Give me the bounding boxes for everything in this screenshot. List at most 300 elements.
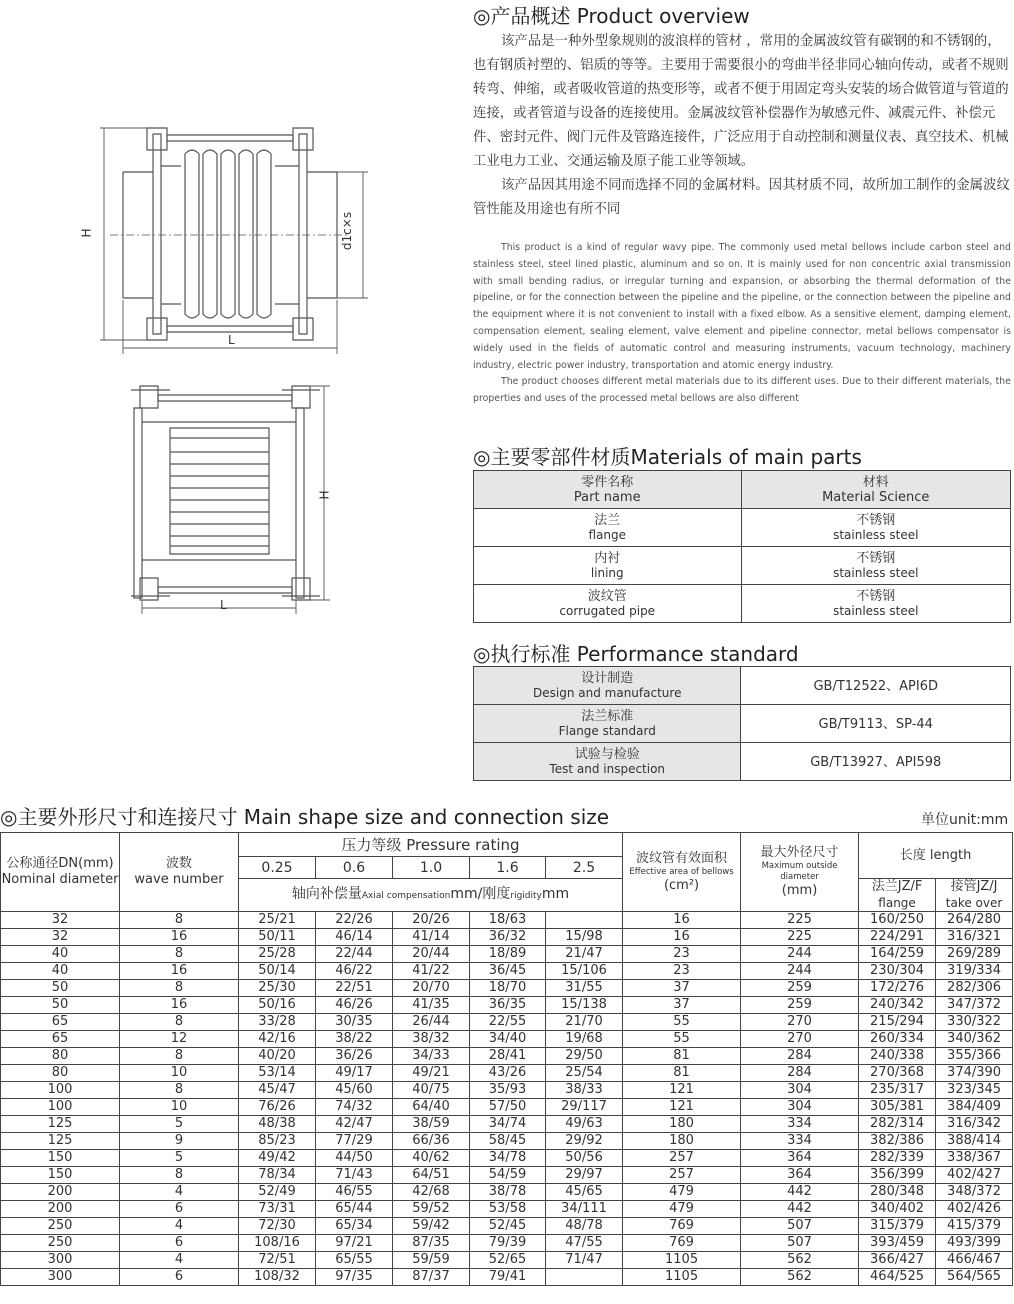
table-row bbox=[1, 1235, 1013, 1252]
materials-header-material: 材料 Material Science bbox=[741, 471, 1010, 509]
table-row bbox=[1, 963, 1013, 980]
table-cell: 38/59 bbox=[393, 1116, 470, 1133]
table-cell: 562 bbox=[741, 1252, 859, 1269]
table-cell: 22/44 bbox=[316, 946, 393, 963]
table-cell: 334 bbox=[741, 1133, 859, 1150]
table-cell: 6 bbox=[120, 1269, 239, 1286]
table-cell: 6 bbox=[120, 1201, 239, 1218]
table-cell: 66/36 bbox=[393, 1133, 470, 1150]
drawing1-d-label: d1c×s bbox=[340, 211, 355, 251]
table-cell: 43/26 bbox=[470, 1065, 546, 1082]
table-cell: 34/40 bbox=[470, 1031, 546, 1048]
table-cell: 100 bbox=[1, 1082, 120, 1099]
table-cell: 65/44 bbox=[316, 1201, 393, 1218]
table-row bbox=[1, 929, 1013, 946]
table-cell: 22/55 bbox=[470, 1014, 546, 1031]
overview-title: ◎产品概述 Product overview bbox=[473, 4, 750, 28]
drawing2-l-label: L bbox=[220, 598, 227, 612]
table-cell: 479 bbox=[623, 1201, 741, 1218]
standards-title: ◎执行标准 Performance standard bbox=[473, 642, 799, 666]
table-cell: 49/21 bbox=[393, 1065, 470, 1082]
materials-table bbox=[473, 470, 1011, 623]
table-cell: 80 bbox=[1, 1048, 120, 1065]
table-cell: 260/334 bbox=[859, 1031, 936, 1048]
table-cell: 41/14 bbox=[393, 929, 470, 946]
table-cell: 40 bbox=[1, 963, 120, 980]
table-row bbox=[1, 1167, 1013, 1184]
table-cell: 125 bbox=[1, 1133, 120, 1150]
table-cell: 479 bbox=[623, 1184, 741, 1201]
table-row bbox=[1, 1201, 1013, 1218]
table-cell: 16 bbox=[120, 997, 239, 1014]
table-row: 内衬 lining 不锈钢 stainless steel bbox=[474, 547, 1011, 585]
table-cell: 77/29 bbox=[316, 1133, 393, 1150]
table-cell: 334 bbox=[741, 1116, 859, 1133]
table-cell: 282/306 bbox=[936, 980, 1013, 997]
table-cell: 45/65 bbox=[546, 1184, 623, 1201]
table-cell: 29/50 bbox=[546, 1048, 623, 1065]
table-cell: 36/26 bbox=[316, 1048, 393, 1065]
table-cell: 65 bbox=[1, 1031, 120, 1048]
table-cell: 493/399 bbox=[936, 1235, 1013, 1252]
table-cell: 172/276 bbox=[859, 980, 936, 997]
materials-header-part: 零件名称 Part name bbox=[474, 471, 742, 509]
table-cell: 85/23 bbox=[239, 1133, 316, 1150]
table-cell: 305/381 bbox=[859, 1099, 936, 1116]
table-cell: 562 bbox=[741, 1269, 859, 1286]
pressure-value: 1.0 bbox=[393, 857, 470, 879]
table-cell: 49/63 bbox=[546, 1116, 623, 1133]
table-cell: 12 bbox=[120, 1031, 239, 1048]
table-cell: 16 bbox=[120, 963, 239, 980]
table-cell: 323/345 bbox=[936, 1082, 1013, 1099]
table-cell: 388/414 bbox=[936, 1133, 1013, 1150]
table-cell: 8 bbox=[120, 946, 239, 963]
table-row bbox=[1, 912, 1013, 929]
table-cell: 64/40 bbox=[393, 1099, 470, 1116]
table-cell: 42/68 bbox=[393, 1184, 470, 1201]
overview-cn-paragraph: 该产品是一种外型象规则的波浪样的管材 ，常用的金属波纹管有碳钢的和不锈钢的，也有钢质衬塑的、铝质的等等。主要用于需要很小的弯曲半径非同心轴向传动，或者不规则转弯、伸缩，或者吸收管道的热变形等，或者不便于用固定弯头安装的场合做管道与管道的连接，或者管道与设备的连接使用。金属波纹管补偿器作为敏感元件、减震元件、补偿元件、密封元件、阀门元件及管路连接件，广泛应用于自动控制和测量仪表、真空技术、机械工业电力工业、交通运输及原子能工业等领域。 bbox=[473, 34, 1009, 169]
table-cell: 9 bbox=[120, 1133, 239, 1150]
table-cell: 55 bbox=[623, 1014, 741, 1031]
table-cell: 364 bbox=[741, 1150, 859, 1167]
table-cell: 29/92 bbox=[546, 1133, 623, 1150]
table-row bbox=[1, 1252, 1013, 1269]
table-cell: 15/106 bbox=[546, 963, 623, 980]
overview-cn-text bbox=[473, 30, 1011, 222]
table-cell: 34/111 bbox=[546, 1201, 623, 1218]
table-cell: 35/93 bbox=[470, 1082, 546, 1099]
table-cell: 382/386 bbox=[859, 1133, 936, 1150]
table-cell bbox=[546, 912, 623, 929]
compensation-header: 轴向补偿量Axial compensationmm/刚度rigiditymm bbox=[239, 879, 623, 912]
table-cell: 32 bbox=[1, 929, 120, 946]
table-cell: 108/32 bbox=[239, 1269, 316, 1286]
table-cell: 5 bbox=[120, 1150, 239, 1167]
table-cell: 48/78 bbox=[546, 1218, 623, 1235]
table-row: 试验与检验 Test and inspection GB/T13927、API598 bbox=[474, 743, 1011, 781]
table-row: 法兰标准 Flange standard GB/T9113、SP-44 bbox=[474, 705, 1011, 743]
table-cell: 507 bbox=[741, 1218, 859, 1235]
table-cell: 466/467 bbox=[936, 1252, 1013, 1269]
table-cell: 38/32 bbox=[393, 1031, 470, 1048]
size-table bbox=[0, 832, 1013, 1286]
table-cell: 150 bbox=[1, 1150, 120, 1167]
table-cell: 269/289 bbox=[936, 946, 1013, 963]
table-cell: 73/31 bbox=[239, 1201, 316, 1218]
table-cell: 340/362 bbox=[936, 1031, 1013, 1048]
table-cell: 50/14 bbox=[239, 963, 316, 980]
table-cell: 31/55 bbox=[546, 980, 623, 997]
table-cell: 338/367 bbox=[936, 1150, 1013, 1167]
table-cell: 28/41 bbox=[470, 1048, 546, 1065]
table-cell: 38/33 bbox=[546, 1082, 623, 1099]
table-cell: 46/14 bbox=[316, 929, 393, 946]
table-cell: 769 bbox=[623, 1218, 741, 1235]
table-cell: 59/42 bbox=[393, 1218, 470, 1235]
pressure-value: 0.25 bbox=[239, 857, 316, 879]
table-row bbox=[1, 1116, 1013, 1133]
table-cell: 225 bbox=[741, 929, 859, 946]
table-cell: 38/78 bbox=[470, 1184, 546, 1201]
table-cell: 442 bbox=[741, 1184, 859, 1201]
table-cell: 59/59 bbox=[393, 1252, 470, 1269]
table-cell: 4 bbox=[120, 1184, 239, 1201]
table-cell: 121 bbox=[623, 1099, 741, 1116]
max-diameter-header: 最大外径尺寸 Maximum outside diameter (mm) bbox=[741, 833, 859, 912]
table-cell: 8 bbox=[120, 912, 239, 929]
table-cell: 200 bbox=[1, 1201, 120, 1218]
table-cell: 52/45 bbox=[470, 1218, 546, 1235]
table-cell: 65/34 bbox=[316, 1218, 393, 1235]
area-header: 波纹管有效面积 Effective area of bellows (cm²) bbox=[623, 833, 741, 912]
table-cell: 355/366 bbox=[936, 1048, 1013, 1065]
table-cell: 4 bbox=[120, 1252, 239, 1269]
table-cell: 230/304 bbox=[859, 963, 936, 980]
table-cell: 348/372 bbox=[936, 1184, 1013, 1201]
table-cell: 81 bbox=[623, 1065, 741, 1082]
table-row bbox=[1, 1082, 1013, 1099]
table-cell: 356/399 bbox=[859, 1167, 936, 1184]
table-cell: 71/43 bbox=[316, 1167, 393, 1184]
table-cell: 21/47 bbox=[546, 946, 623, 963]
table-cell: 47/55 bbox=[546, 1235, 623, 1252]
table-cell: 300 bbox=[1, 1252, 120, 1269]
table-row bbox=[1, 1218, 1013, 1235]
materials-title: ◎主要零部件材质Materials of main parts bbox=[473, 445, 862, 469]
table-cell: 20/26 bbox=[393, 912, 470, 929]
table-cell: 23 bbox=[623, 946, 741, 963]
table-cell: 33/28 bbox=[239, 1014, 316, 1031]
table-cell: 16 bbox=[623, 929, 741, 946]
table-cell: 20/44 bbox=[393, 946, 470, 963]
table-cell: 26/44 bbox=[393, 1014, 470, 1031]
table-cell: 37 bbox=[623, 997, 741, 1014]
table-cell: 200 bbox=[1, 1184, 120, 1201]
size-table-title: ◎主要外形尺寸和连接尺寸 Main shape size and connection size bbox=[0, 805, 610, 829]
table-cell: 54/59 bbox=[470, 1167, 546, 1184]
table-cell: 21/70 bbox=[546, 1014, 623, 1031]
table-cell: 52/65 bbox=[470, 1252, 546, 1269]
table-cell: 23 bbox=[623, 963, 741, 980]
table-cell: 240/342 bbox=[859, 997, 936, 1014]
table-cell bbox=[546, 1269, 623, 1286]
table-cell: 240/338 bbox=[859, 1048, 936, 1065]
table-cell: 300 bbox=[1, 1269, 120, 1286]
table-cell: 25/21 bbox=[239, 912, 316, 929]
table-cell: 316/321 bbox=[936, 929, 1013, 946]
table-cell: 42/16 bbox=[239, 1031, 316, 1048]
table-cell: 507 bbox=[741, 1235, 859, 1252]
table-cell: 29/117 bbox=[546, 1099, 623, 1116]
table-cell: 366/427 bbox=[859, 1252, 936, 1269]
table-cell: 30/35 bbox=[316, 1014, 393, 1031]
table-cell: 72/51 bbox=[239, 1252, 316, 1269]
table-cell: 244 bbox=[741, 946, 859, 963]
unit-label: 单位unit:mm bbox=[921, 812, 1009, 828]
table-row bbox=[1, 1269, 1013, 1286]
table-cell: 215/294 bbox=[859, 1014, 936, 1031]
table-cell: 65 bbox=[1, 1014, 120, 1031]
table-cell: 74/32 bbox=[316, 1099, 393, 1116]
table-cell: 25/54 bbox=[546, 1065, 623, 1082]
table-cell: 50 bbox=[1, 980, 120, 997]
table-cell: 34/78 bbox=[470, 1150, 546, 1167]
table-cell: 235/317 bbox=[859, 1082, 936, 1099]
table-cell: 10 bbox=[120, 1065, 239, 1082]
table-cell: 121 bbox=[623, 1082, 741, 1099]
table-cell: 18/63 bbox=[470, 912, 546, 929]
table-cell: 384/409 bbox=[936, 1099, 1013, 1116]
table-cell: 282/314 bbox=[859, 1116, 936, 1133]
table-cell: 50/56 bbox=[546, 1150, 623, 1167]
table-cell: 259 bbox=[741, 980, 859, 997]
length-header: 长度 length bbox=[859, 833, 1013, 879]
table-row bbox=[1, 946, 1013, 963]
table-cell: 52/49 bbox=[239, 1184, 316, 1201]
table-row bbox=[1, 1099, 1013, 1116]
table-cell: 15/138 bbox=[546, 997, 623, 1014]
table-row: 法兰 flange 不锈钢 stainless steel bbox=[474, 509, 1011, 547]
table-cell: 48/38 bbox=[239, 1116, 316, 1133]
flange-header: 法兰JZ/F flange bbox=[859, 879, 936, 912]
table-cell: 442 bbox=[741, 1201, 859, 1218]
table-cell: 16 bbox=[120, 929, 239, 946]
table-cell: 46/22 bbox=[316, 963, 393, 980]
table-cell: 270 bbox=[741, 1031, 859, 1048]
table-cell: 46/55 bbox=[316, 1184, 393, 1201]
table-cell: 57/50 bbox=[470, 1099, 546, 1116]
table-cell: 18/89 bbox=[470, 946, 546, 963]
table-row bbox=[1, 1150, 1013, 1167]
table-cell: 464/525 bbox=[859, 1269, 936, 1286]
table-cell: 10 bbox=[120, 1099, 239, 1116]
table-cell: 16 bbox=[623, 912, 741, 929]
pressure-header: 压力等级 Pressure rating bbox=[239, 833, 623, 857]
table-cell: 49/17 bbox=[316, 1065, 393, 1082]
dn-header: 公称通径DN(mm) Nominal diameter bbox=[1, 833, 120, 912]
table-row bbox=[1, 1048, 1013, 1065]
table-cell: 284 bbox=[741, 1065, 859, 1082]
table-cell: 41/35 bbox=[393, 997, 470, 1014]
table-row bbox=[1, 980, 1013, 997]
table-cell: 257 bbox=[623, 1150, 741, 1167]
table-cell: 72/30 bbox=[239, 1218, 316, 1235]
table-cell: 34/33 bbox=[393, 1048, 470, 1065]
table-cell: 58/45 bbox=[470, 1133, 546, 1150]
table-cell: 36/45 bbox=[470, 963, 546, 980]
table-cell: 769 bbox=[623, 1235, 741, 1252]
drawing1-l-label: L bbox=[228, 333, 235, 347]
table-cell: 1105 bbox=[623, 1269, 741, 1286]
table-cell: 65/55 bbox=[316, 1252, 393, 1269]
table-cell: 87/35 bbox=[393, 1235, 470, 1252]
table-cell: 42/47 bbox=[316, 1116, 393, 1133]
table-cell: 50 bbox=[1, 997, 120, 1014]
table-cell: 36/32 bbox=[470, 929, 546, 946]
table-cell: 80 bbox=[1, 1065, 120, 1082]
table-cell: 22/51 bbox=[316, 980, 393, 997]
table-cell: 87/37 bbox=[393, 1269, 470, 1286]
table-cell: 76/26 bbox=[239, 1099, 316, 1116]
drawing1-h-label: H bbox=[79, 228, 94, 238]
table-cell: 37 bbox=[623, 980, 741, 997]
table-cell: 1105 bbox=[623, 1252, 741, 1269]
table-row: 波纹管 corrugated pipe 不锈钢 stainless steel bbox=[474, 585, 1011, 623]
table-cell: 374/390 bbox=[936, 1065, 1013, 1082]
drawing2-h-label: H bbox=[317, 490, 332, 500]
table-cell: 55 bbox=[623, 1031, 741, 1048]
table-cell: 340/402 bbox=[859, 1201, 936, 1218]
overview-en-paragraph: This product is a kind of regular wavy pipe. The commonly used metal bellows include carbon steel and stainless steel, steel lined plastic, aluminum and so on. It is mainly used for non concentric axial transmission with small bending radius, or irregular turning and expansion, or absorbing the thermal deformation of the pipeline, or for the connection between the pipeline and the pipeline, or the connection between the pipeline and the equipment where it is not convenient to install with a fixed elbow. As a sensitive element, damping element, compensation element, sealing element, valve element and pipeline connector, metal bellows compensator is widely used in the fields of automatic control and measuring instruments, vacuum technology, machinery industry, electric power industry, transportation and atomic energy industry. bbox=[473, 242, 1011, 371]
bellows-drawing-upper bbox=[80, 118, 380, 358]
table-cell: 71/47 bbox=[546, 1252, 623, 1269]
table-cell: 8 bbox=[120, 1014, 239, 1031]
table-row bbox=[1, 1065, 1013, 1082]
table-cell: 44/50 bbox=[316, 1150, 393, 1167]
table-cell: 180 bbox=[623, 1116, 741, 1133]
wave-header: 波数 wave number bbox=[120, 833, 239, 912]
table-cell: 38/22 bbox=[316, 1031, 393, 1048]
table-cell: 316/342 bbox=[936, 1116, 1013, 1133]
table-cell: 8 bbox=[120, 1082, 239, 1099]
table-cell: 25/30 bbox=[239, 980, 316, 997]
table-cell: 20/70 bbox=[393, 980, 470, 997]
table-cell: 53/58 bbox=[470, 1201, 546, 1218]
table-cell: 304 bbox=[741, 1099, 859, 1116]
table-cell: 5 bbox=[120, 1116, 239, 1133]
table-cell: 402/427 bbox=[936, 1167, 1013, 1184]
table-cell: 49/42 bbox=[239, 1150, 316, 1167]
table-cell: 160/250 bbox=[859, 912, 936, 929]
table-cell: 164/259 bbox=[859, 946, 936, 963]
table-row: 设计制造 Design and manufacture GB/T12522、API6D bbox=[474, 667, 1011, 705]
table-row bbox=[1, 997, 1013, 1014]
table-cell: 8 bbox=[120, 980, 239, 997]
table-cell: 284 bbox=[741, 1048, 859, 1065]
table-cell: 4 bbox=[120, 1218, 239, 1235]
table-cell: 250 bbox=[1, 1235, 120, 1252]
table-cell: 34/74 bbox=[470, 1116, 546, 1133]
table-cell: 79/41 bbox=[470, 1269, 546, 1286]
table-cell: 225 bbox=[741, 912, 859, 929]
table-cell: 280/348 bbox=[859, 1184, 936, 1201]
table-cell: 40/62 bbox=[393, 1150, 470, 1167]
table-cell: 22/26 bbox=[316, 912, 393, 929]
table-cell: 180 bbox=[623, 1133, 741, 1150]
table-cell: 108/16 bbox=[239, 1235, 316, 1252]
table-cell: 40/20 bbox=[239, 1048, 316, 1065]
table-cell: 40/75 bbox=[393, 1082, 470, 1099]
table-cell: 150 bbox=[1, 1167, 120, 1184]
table-cell: 244 bbox=[741, 963, 859, 980]
table-cell: 64/51 bbox=[393, 1167, 470, 1184]
table-row bbox=[1, 1014, 1013, 1031]
table-cell: 402/426 bbox=[936, 1201, 1013, 1218]
table-cell: 315/379 bbox=[859, 1218, 936, 1235]
table-cell: 41/22 bbox=[393, 963, 470, 980]
overview-cn-paragraph: 该产品因其用途不同而选择不同的金属材料。因其材质不同，故所加工制作的金属波纹管性能及用途也有所不同 bbox=[473, 178, 1010, 217]
table-cell: 8 bbox=[120, 1167, 239, 1184]
table-cell: 282/339 bbox=[859, 1150, 936, 1167]
table-cell: 259 bbox=[741, 997, 859, 1014]
take-over-header: 接管JZ/J take over bbox=[936, 879, 1013, 912]
table-cell: 50/16 bbox=[239, 997, 316, 1014]
table-cell: 564/565 bbox=[936, 1269, 1013, 1286]
table-cell: 45/47 bbox=[239, 1082, 316, 1099]
pressure-value: 0.6 bbox=[316, 857, 393, 879]
bellows-drawing-lower bbox=[118, 382, 348, 622]
overview-en-paragraph: The product chooses different metal materials due to its different uses. Due to their different materials, the properties and uses of the processed metal bellows are also different bbox=[473, 376, 1011, 405]
table-cell: 15/98 bbox=[546, 929, 623, 946]
table-cell: 100 bbox=[1, 1099, 120, 1116]
table-cell: 53/14 bbox=[239, 1065, 316, 1082]
table-cell: 32 bbox=[1, 912, 120, 929]
table-cell: 78/34 bbox=[239, 1167, 316, 1184]
table-cell: 8 bbox=[120, 1048, 239, 1065]
table-cell: 45/60 bbox=[316, 1082, 393, 1099]
table-cell: 25/28 bbox=[239, 946, 316, 963]
table-cell: 125 bbox=[1, 1116, 120, 1133]
table-cell: 29/97 bbox=[546, 1167, 623, 1184]
table-cell: 304 bbox=[741, 1082, 859, 1099]
table-cell: 270 bbox=[741, 1014, 859, 1031]
table-cell: 97/35 bbox=[316, 1269, 393, 1286]
table-cell: 59/52 bbox=[393, 1201, 470, 1218]
table-cell: 347/372 bbox=[936, 997, 1013, 1014]
table-cell: 79/39 bbox=[470, 1235, 546, 1252]
table-cell: 81 bbox=[623, 1048, 741, 1065]
table-cell: 319/334 bbox=[936, 963, 1013, 980]
table-cell: 224/291 bbox=[859, 929, 936, 946]
table-cell: 415/379 bbox=[936, 1218, 1013, 1235]
table-row bbox=[1, 1031, 1013, 1048]
table-cell: 18/70 bbox=[470, 980, 546, 997]
table-cell: 46/26 bbox=[316, 997, 393, 1014]
table-cell: 19/68 bbox=[546, 1031, 623, 1048]
table-cell: 40 bbox=[1, 946, 120, 963]
table-cell: 330/322 bbox=[936, 1014, 1013, 1031]
table-cell: 257 bbox=[623, 1167, 741, 1184]
pressure-value: 1.6 bbox=[470, 857, 546, 879]
table-cell: 364 bbox=[741, 1167, 859, 1184]
table-cell: 250 bbox=[1, 1218, 120, 1235]
standards-table bbox=[473, 666, 1011, 781]
table-cell: 270/368 bbox=[859, 1065, 936, 1082]
table-cell: 264/280 bbox=[936, 912, 1013, 929]
overview-en-text bbox=[473, 240, 1011, 408]
pressure-value: 2.5 bbox=[546, 857, 623, 879]
